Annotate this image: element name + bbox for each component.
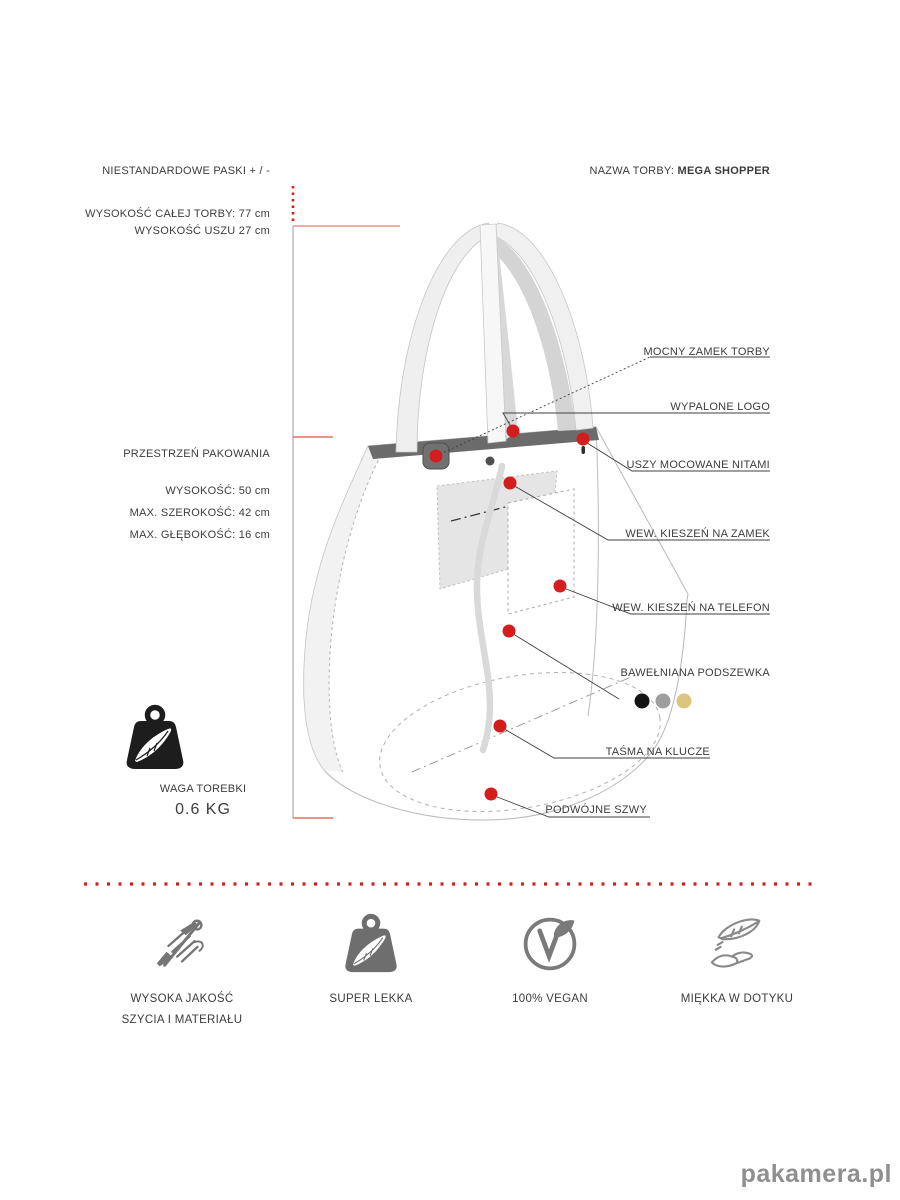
- weight-value: 0.6 KG: [175, 801, 231, 819]
- feature-soft: [652, 913, 822, 1010]
- feature-quality-line2: SZYCIA I MATERIAŁU: [121, 1014, 243, 1026]
- packing-max-width: MAX. SZEROKOŚĆ: 42 cm: [129, 507, 270, 519]
- marker-rivets: [577, 433, 590, 446]
- callout-rivets: USZY MOCOWANE NITAMI: [626, 459, 770, 471]
- callout-zip-pocket: WEW. KIESZEŃ NA ZAMEK: [625, 528, 770, 540]
- callout-phone-pocket: WEW. KIESZEŃ NA TELEFON: [612, 602, 770, 614]
- marker-lining: [503, 625, 516, 638]
- weight-feather-gray-icon: [286, 913, 456, 975]
- total-height-label: WYSOKOŚĆ CAŁEJ TORBY: 77 cm: [85, 208, 270, 220]
- marker-phone-pocket: [554, 580, 567, 593]
- packing-title: PRZESTRZEŃ PAKOWANIA: [123, 448, 270, 460]
- weight-feather-icon: [123, 704, 187, 772]
- marker-zip-pocket: [504, 477, 517, 490]
- callout-zipper: MOCNY ZAMEK TORBY: [643, 346, 770, 358]
- callout-logo: WYPALONE LOGO: [670, 401, 770, 413]
- handles-height-label: WYSOKOŚĆ USZU 27 cm: [134, 225, 270, 237]
- lining-swatch-black: [635, 694, 650, 709]
- phone-pocket: [508, 489, 574, 614]
- feature-vegan-line1: 100% VEGAN: [512, 993, 588, 1005]
- feature-quality: [97, 913, 267, 1031]
- feature-quality-line1: WYSOKA JAKOŚĆ: [130, 993, 234, 1005]
- marker-logo: [507, 425, 520, 438]
- marker-key-strap: [494, 720, 507, 733]
- callout-double-seams: PODWÓJNE SZWY: [545, 804, 647, 816]
- feature-vegan: [465, 913, 635, 1010]
- marker-double-seams: [485, 788, 498, 801]
- callout-lining: BAWEŁNIANA PODSZEWKA: [620, 667, 770, 679]
- bag-name-value: MEGA SHOPPER: [677, 165, 770, 177]
- lining-swatches: [635, 694, 692, 709]
- marker-zipper: [430, 450, 443, 463]
- bag-name-label: NAZWA TORBY:: [589, 165, 675, 177]
- weight-block: [123, 704, 283, 821]
- bag-name: [590, 164, 770, 178]
- rivet-mark: [582, 446, 586, 454]
- custom-straps-note: NIESTANDARDOWE PASKI + / -: [102, 165, 270, 177]
- hand-feather-icon: [652, 913, 822, 975]
- lining-swatch-tan: [677, 694, 692, 709]
- burned-logo-dot: [486, 457, 495, 466]
- weight-label: WAGA TOREBKI: [159, 783, 247, 795]
- watermark: pakamera.pl: [740, 1160, 892, 1188]
- leader-logo: [503, 413, 770, 430]
- needle-thread-icon: [97, 913, 267, 975]
- feature-light: [286, 913, 456, 1010]
- feature-light-line1: SUPER LEKKA: [329, 993, 413, 1005]
- packing-height: WYSOKOŚĆ: 50 cm: [165, 485, 270, 497]
- lining-swatch-gray: [656, 694, 671, 709]
- vegan-icon: [465, 913, 635, 975]
- callout-key-strap: TAŚMA NA KLUCZE: [605, 746, 710, 758]
- packing-max-depth: MAX. GŁĘBOKOŚĆ: 16 cm: [129, 529, 270, 541]
- feature-soft-line1: MIĘKKA W DOTYKU: [680, 993, 794, 1005]
